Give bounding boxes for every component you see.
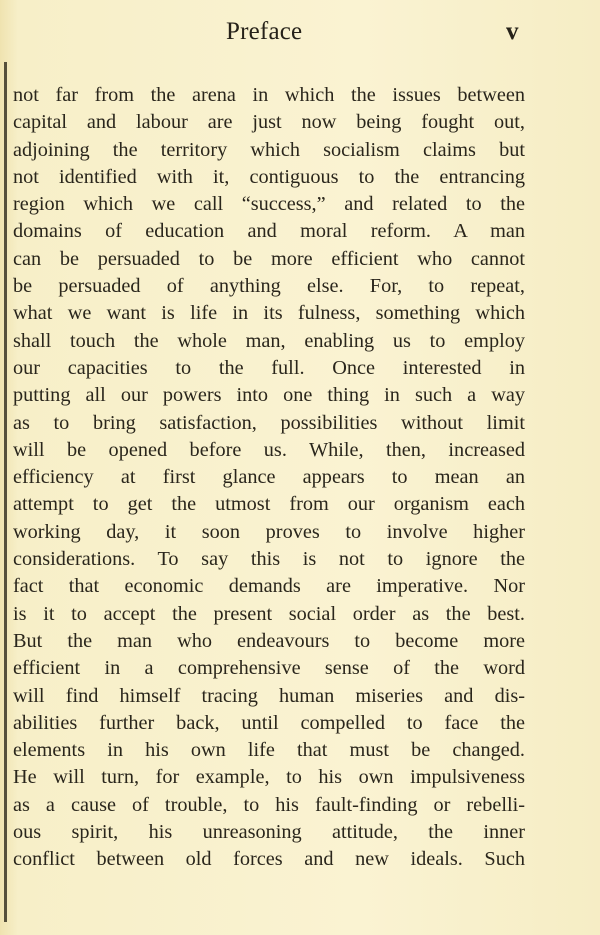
text-line: abilities further back, until compelled to face the <box>13 711 525 734</box>
text-line: elements in his own life that must be changed. <box>13 739 525 762</box>
text-line: can be persuaded to be more efficient who cannot <box>13 247 525 270</box>
text-line: putting all our powers into one thing in such a way <box>13 384 525 407</box>
text-line: domains of education and moral reform. A man <box>13 220 525 243</box>
text-line: be persuaded of anything else. For, to repeat, <box>13 275 525 298</box>
text-line: is it to accept the present social order as the best. <box>13 602 525 625</box>
text-line: capital and labour are just now being fought out, <box>13 111 525 134</box>
text-line: But the man who endeavours to become more <box>13 629 525 652</box>
page-number: v <box>506 18 519 45</box>
text-line: as a cause of trouble, to his fault-finding or rebelli- <box>13 793 525 816</box>
text-line: as to bring satisfaction, possibilities without limit <box>13 411 525 434</box>
text-line: efficient in a comprehensive sense of the word <box>13 657 525 680</box>
text-line: He will turn, for example, to his own impulsiveness <box>13 766 525 789</box>
body-text <box>13 82 525 874</box>
running-title: Preface <box>226 18 303 45</box>
page-header <box>0 18 600 54</box>
text-line: fact that economic demands are imperative. Nor <box>13 575 525 598</box>
text-line: will find himself tracing human miseries and dis- <box>13 684 525 707</box>
text-line: not far from the arena in which the issues between <box>13 84 525 106</box>
text-line: our capacities to the full. Once interested in <box>13 356 525 379</box>
text-line: will be opened before us. While, then, increased <box>13 438 525 461</box>
text-line: efficiency at first glance appears to mean an <box>13 466 525 489</box>
text-line: considerations. To say this is not to ignore the <box>13 548 525 571</box>
text-line: not identified with it, contiguous to the entrancing <box>13 165 525 188</box>
text-line: conflict between old forces and new ideals. Such <box>13 848 525 871</box>
text-line: ous spirit, his unreasoning attitude, the inner <box>13 821 525 844</box>
text-line: what we want is life in its fulness, something which <box>13 302 525 325</box>
text-line: attempt to get the utmost from our organism each <box>13 493 525 516</box>
text-line: working day, it soon proves to involve higher <box>13 520 525 543</box>
page-edge-shadow <box>4 62 7 922</box>
text-line: shall touch the whole man, enabling us to employ <box>13 329 525 352</box>
text-line: adjoining the territory which socialism claims but <box>13 138 525 161</box>
text-line: region which we call “success,” and related to the <box>13 193 525 216</box>
